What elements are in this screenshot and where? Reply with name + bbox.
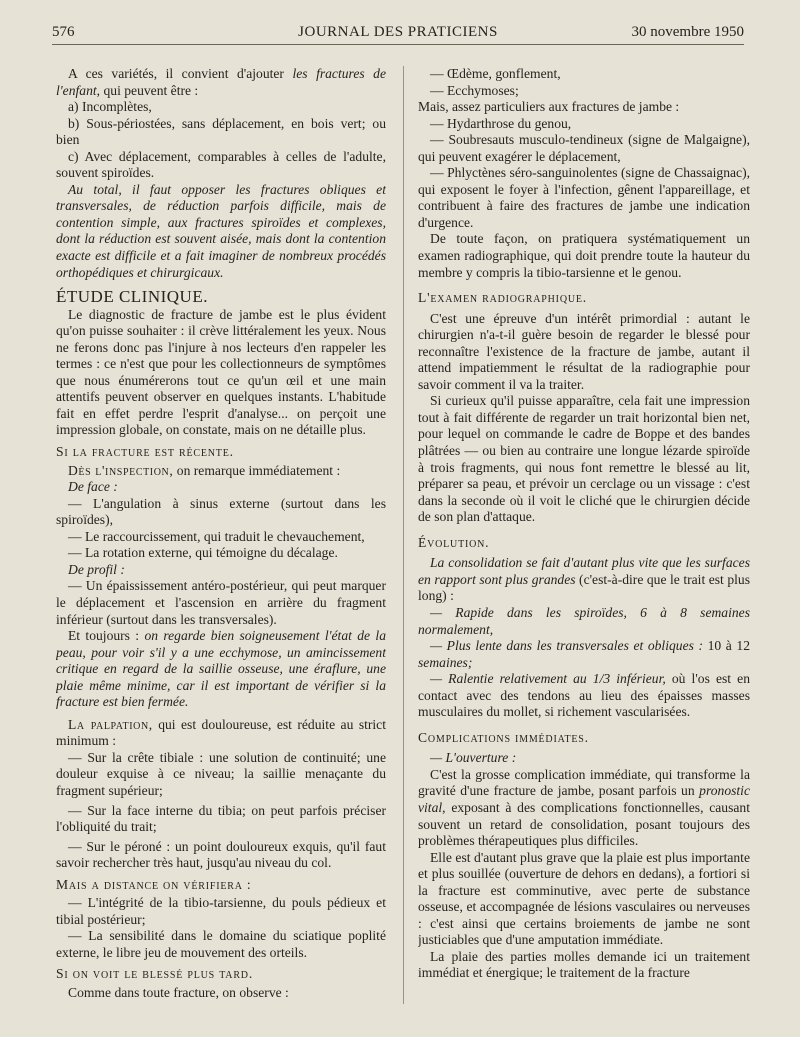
- paragraph: De toute façon, on pratiquera systématiquement un examen radiographique, qui doit prendre toute la hauteur du membre y compris la tibio-tarsienne et le genou.: [418, 231, 750, 280]
- paragraph: Si curieux qu'il puisse apparaître, cela fait une impression tout à fait différente de regarder un trait horizontal bien net, pour lequel on commande le cadre de Boppe et des bandes plâtrées — ou bien au contraire une longue lézarde spiroïde à trois fragments, qui nous font remettre le blessé au lit, préparer sa peau, et prévoir un cerclage ou un vissage : c'est dans la seconde où il voit le cliché que le chirurgien décide de son plan d'attaque.: [418, 393, 750, 525]
- list-item: — La rotation externe, qui témoigne du décalage.: [68, 545, 338, 561]
- subheading-examen-radiographique: L'examen radiographique.: [418, 290, 587, 306]
- list-item: — Hydarthrose du genou,: [430, 115, 572, 131]
- subheading-plus-tard: Si on voit le blessé plus tard.: [56, 966, 254, 982]
- paragraph-summary: Au total, il faut opposer les fractures obliques et transversales, de réduction parfois difficile, mais de contention simple, aux fractures spiroïdes et complexes, dont la réduction est souvent aisée, mais dont la contention exacte est difficile et a fait imaginer de nombreux procédés orthopédiques et chirurgicaux.: [56, 181, 386, 280]
- right-column: [418, 66, 750, 1021]
- column-divider: [403, 66, 404, 1004]
- paragraph: Elle est d'autant plus grave que la plaie est plus importante et plus souillée (ouverture de dehors en dedans), a fortiori si la fracture est comminutive, avec perte de substance osseuse, et accompagnée de lésions vasculaires ou nerveuses : c'est ainsi que certains broiements de jambe ne sont justiciables que d'une amputation immédiate.: [418, 849, 750, 948]
- list-item: — Ecchymoses;: [430, 82, 519, 98]
- list-item: — Sur le péroné : un point douloureux exquis, qu'il faut savoir rechercher très haut, jusqu'au niveau du col.: [56, 838, 386, 871]
- list-item: — Œdème, gonflement,: [430, 66, 561, 81]
- list-item: b) Sous-périostées, sans déplacement, en bois vert; ou bien: [56, 115, 386, 148]
- journal-title: JOURNAL DES PRATICIENS: [298, 24, 498, 40]
- paragraph: Comme dans toute fracture, on observe :: [68, 984, 289, 1000]
- paragraph: Mais, assez particuliers aux fractures de jambe :: [418, 99, 680, 115]
- list-item: — Un épaississement antéro-postérieur, qui peut marquer le déplacement et l'ascension en arrière du fragment inférieur (surtout dans les transversales).: [56, 578, 386, 627]
- list-item: — Ralentie relativement au 1/3 inférieur, où l'os est en contact avec des tendons au lieu des épaisses masses musculaires du mollet, si richement vascularisées.: [418, 671, 750, 720]
- subheading-fracture-recente: Si la fracture est récente.: [56, 444, 234, 460]
- list-item: c) Avec déplacement, comparables à celles de l'adulte, souvent spiroïdes.: [56, 148, 386, 181]
- list-item: — Sur la crête tibiale : une solution de continuité; une douleur exquise à ce niveau; la saillie menaçante du fragment supérieur;: [56, 749, 386, 798]
- list-item: — Plus lente dans les transversales et obliques : 10 à 12 semaines;: [418, 638, 750, 670]
- paragraph: A ces variétés, il convient d'ajouter les fractures de l'enfant, qui peuvent être :: [56, 66, 386, 98]
- list-item: — Rapide dans les spiroïdes, 6 à 8 semaines normalement,: [418, 604, 750, 637]
- section-heading-etude-clinique: ÉTUDE CLINIQUE.: [56, 287, 208, 307]
- paragraph: C'est la grosse complication immédiate, qui transforme la gravité d'une fracture de jambe, posant parfois un pronostic vital, exposant à des complications fonctionnelles, causant souvent un retard de consolidation, posant toujours des problèmes thérapeutiques plus difficiles.: [418, 766, 750, 849]
- label-de-face: De face :: [68, 479, 118, 495]
- paragraph: C'est une épreuve d'un intérêt primordial : autant le chirurgien n'a-t-il guère besoin de regarder le blessé pour reconnaître l'existence de la fracture de jambe, autant il attend impatiemment le résultat de la radiographie pour savoir comment il va la traiter.: [418, 310, 750, 392]
- paragraph: La consolidation se fait d'autant plus vite que les surfaces en rapport sont plus grandes (c'est-à-dire que le trait est plus long) :: [418, 555, 750, 604]
- subheading-evolution: Évolution.: [418, 534, 490, 550]
- issue-date: 30 novembre 1950: [631, 24, 744, 40]
- list-item: — La sensibilité dans le domaine du sciatique poplité externe, le libre jeu de mouvement des orteils.: [56, 928, 386, 960]
- page-number: 576: [52, 24, 75, 40]
- list-item: a) Incomplètes,: [68, 99, 152, 115]
- paragraph: Dès l'inspection, on remarque immédiatement :: [68, 462, 341, 478]
- paragraph: La palpation, qui est douloureuse, est réduite au strict minimum :: [56, 716, 386, 749]
- label-de-profil: De profil :: [68, 561, 125, 577]
- label-ouverture: — L'ouverture :: [430, 750, 517, 766]
- subheading-distance: Mais a distance on vérifiera :: [56, 876, 252, 892]
- list-item: — Sur la face interne du tibia; on peut parfois préciser l'obliquité du trait;: [56, 802, 386, 835]
- left-column: [56, 66, 386, 1021]
- subheading-complications: Complications immédiates.: [418, 729, 589, 745]
- paragraph: Le diagnostic de fracture de jambe est le plus évident qu'on puisse souhaiter : il crève littéralement les yeux. Nous ne ferons donc pas l'injure à nos lecteurs d'en rappeler les termes : ce n'est que pour les collectionneurs de symptômes que nous énumérerons tout ce qu'un œil et une main attentifs peuvent observer en quelques instants. L'habitude fait en effet perdre l'esprit d'analyse... on perçoit une impression globale, on constate, mais on ne détaille plus.: [56, 306, 386, 438]
- list-item: — L'intégrité de la tibio-tarsienne, du pouls pédieux et tibial postérieur;: [56, 895, 386, 927]
- paragraph: La plaie des parties molles demande ici un traitement immédiat et énergique; le traitement de la fracture: [418, 948, 750, 981]
- list-item: — Soubresauts musculo-tendineux (signe de Malgaigne), qui peuvent exagérer le déplacement,: [418, 132, 750, 164]
- paragraph: Et toujours : on regarde bien soigneusement l'état de la peau, pour voir s'il y a une ecchymose, un amincissement critique en regard de la saillie osseuse, une éraflure, une plaie même minime, car il est important de vérifier si la fracture est bien fermée.: [56, 628, 386, 710]
- page-header: [52, 22, 744, 45]
- list-item: — Phlyctènes séro-sanguinolentes (signe de Chassaignac), qui exposent le foyer à l'infection, gênent l'appareillage, et contribuent à faire des fractures de jambe une indication d'urgence.: [418, 165, 750, 230]
- list-item: — L'angulation à sinus externe (surtout dans les spiroïdes),: [56, 495, 386, 528]
- list-item: — Le raccourcissement, qui traduit le chevauchement,: [68, 528, 365, 544]
